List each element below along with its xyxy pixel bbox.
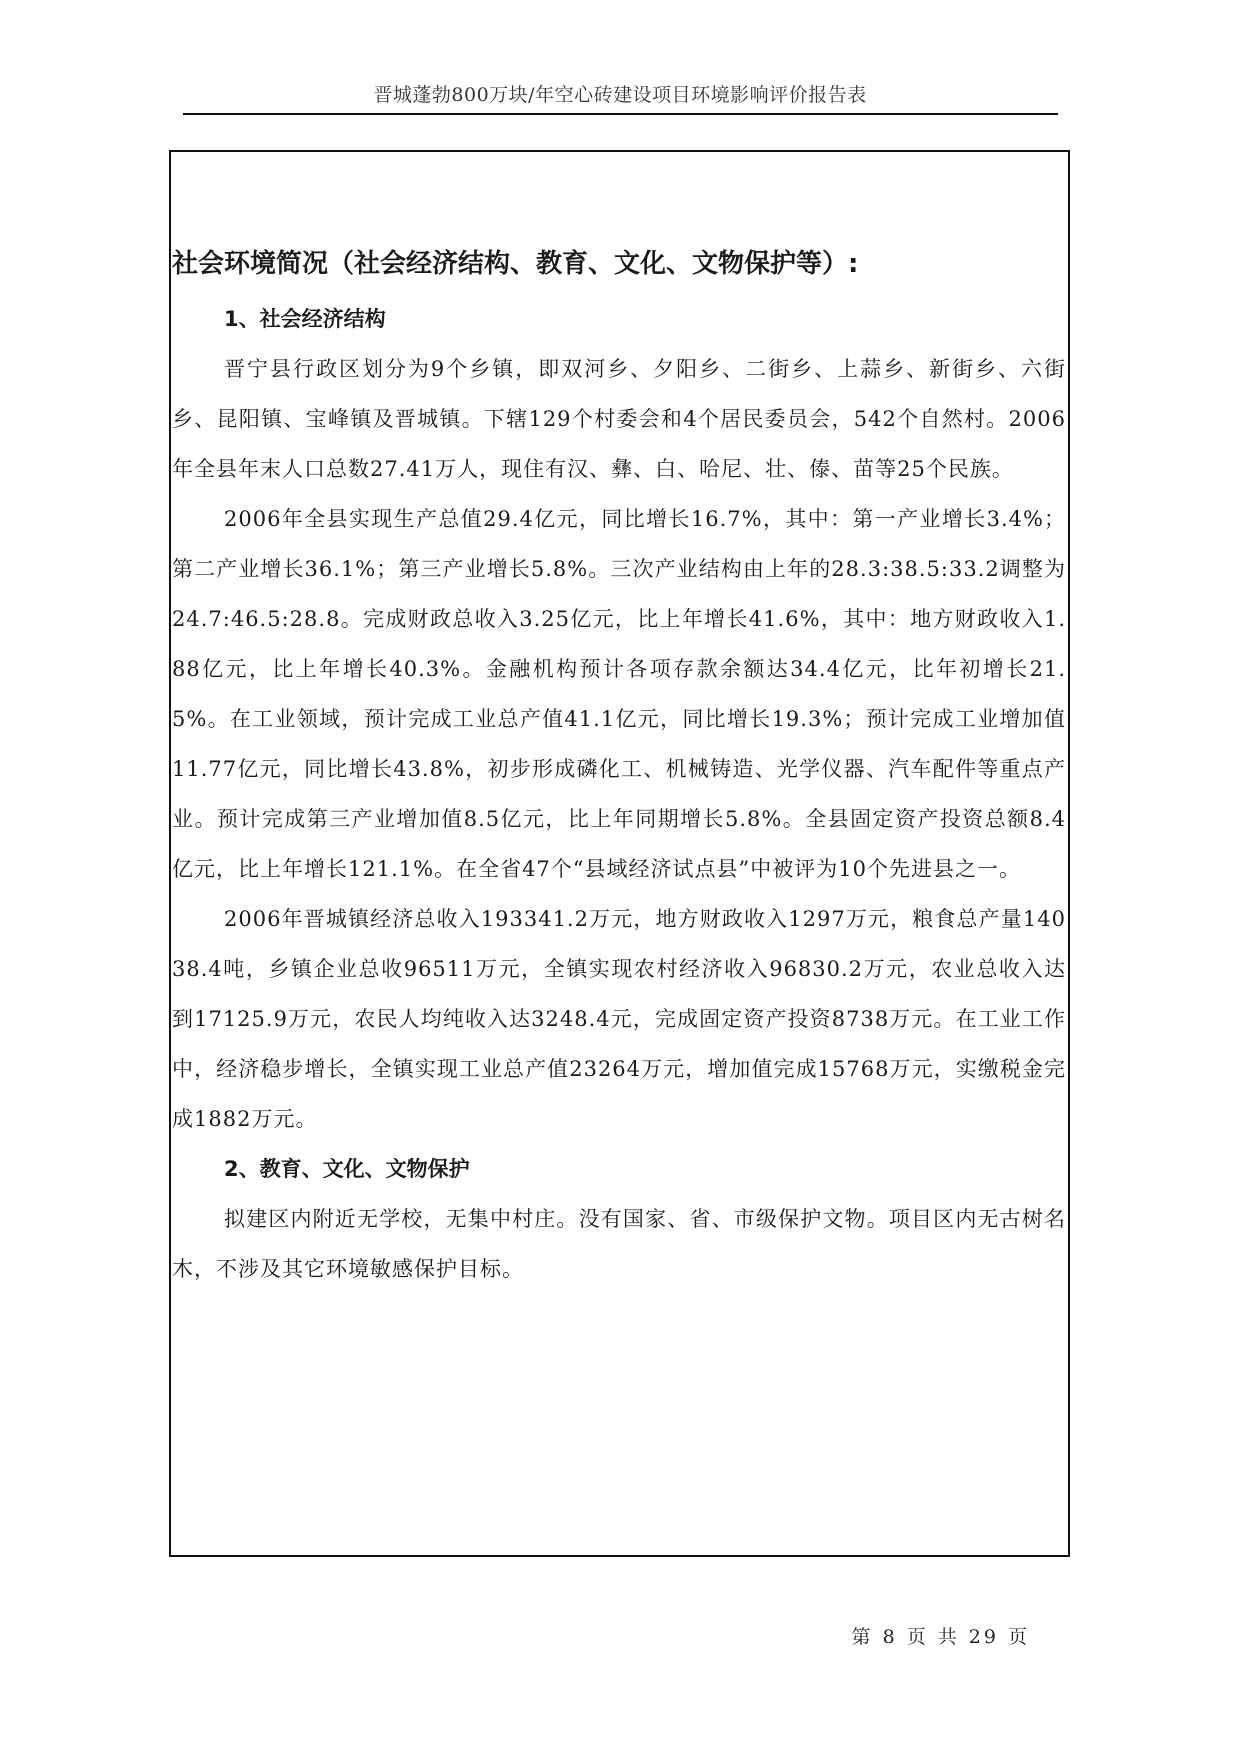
document-header: 晋城蓬勃800万块/年空心砖建设项目环境影响评价报告表 (373, 84, 867, 106)
paragraph-economy-3: 2006年晋城镇经济总收入193341.2万元，地方财政收入1297万元，粮食总产量14038.4吨，乡镇企业总收96511万元，全镇实现农村经济收入96830.2万元，农业总收入达到17125.9万元，农民人均纯收入达3248.4元，完成固定资产投资8738万元。在工业工作中，经济稳步增长，全镇实现工业总产值23264万元，增加值完成15768万元，实缴税金完成1882万元。 (172, 907, 1066, 1131)
subsection-heading-economy: 1、社会经济结构 (224, 307, 386, 331)
paragraph-economy-2: 2006年全县实现生产总值29.4亿元，同比增长16.7%，其中：第一产业增长3.4%；第二产业增长36.1%；第三产业增长5.8%。三次产业结构由上年的28.3:38.5:33.2调整为24.7:46.5:28.8。完成财政总收入3.25亿元，比上年增长41.6%，其中：地方财政收入1.88亿元，比上年增长40.3%。金融机构预计各项存款余额达34.4亿元，比年初增长21.5%。在工业领域，预计完成工业总产值41.1亿元，同比增长19.3%；预计完成工业增加值11.77亿元，同比增长43.8%，初步形成磷化工、机械铸造、光学仪器、汽车配件等重点产业。预计完成第三产业增加值8.5亿元，比上年同期增长5.8%。全县固定资产投资总额8.4亿元，比上年增长121.1%。在全省47个“县域经济试点县”中被评为10个先进县之一。 (172, 507, 1066, 881)
paragraph-education-1: 拟建区内附近无学校，无集中村庄。没有国家、省、市级保护文物。项目区内无古树名木，不涉及其它环境敏感保护目标。 (172, 1207, 1066, 1281)
header-rule (183, 113, 1058, 115)
section-title: 社会环境简况（社会经济结构、教育、文化、文物保护等）: (172, 249, 859, 279)
subsection-heading-education: 2、教育、文化、文物保护 (224, 1157, 470, 1181)
paragraph-economy-1: 晋宁县行政区划分为9个乡镇，即双河乡、夕阳乡、二街乡、上蒜乡、新街乡、六街乡、昆阳镇、宝峰镇及晋城镇。下辖129个村委会和4个居民委员会，542个自然村。2006年全县年末人口总数27.41万人，现住有汉、彝、白、哈尼、壮、傣、苗等25个民族。 (172, 357, 1066, 481)
section-content (172, 244, 1066, 1294)
page-number: 第 8 页 共 29 页 (851, 1626, 1030, 1648)
